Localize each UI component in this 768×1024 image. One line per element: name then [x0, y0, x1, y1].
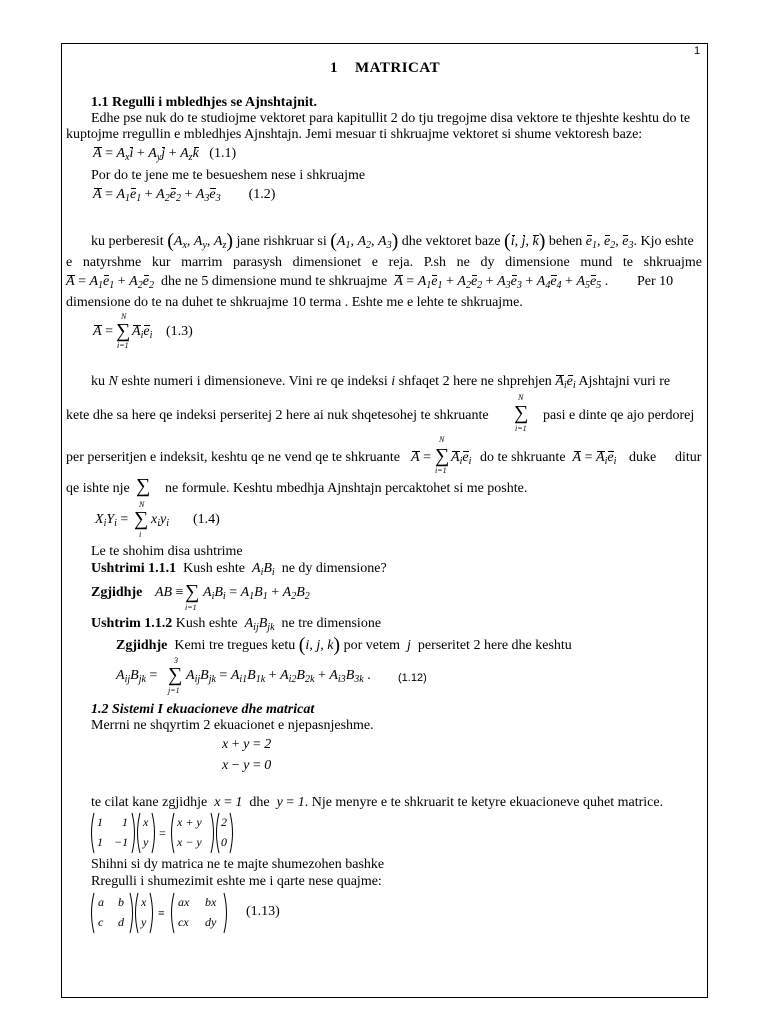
svg-text:2: 2 — [221, 815, 227, 829]
section-1-2-heading: 1.2 Sistemi I ekuacioneve dhe matricat — [91, 702, 315, 717]
page-number: 1 — [694, 45, 701, 57]
paragraph-line: per perseritjen e indeksit, keshtu qe ne vend qe te shkruante — [66, 450, 400, 465]
svg-text:ax: ax — [178, 895, 190, 909]
paragraph-line: kuptojme rregullin e mbledhjes Ajnshtajn. Jemi mesuar ti shkruajme vektoret si shume vektoresh baze: — [66, 127, 643, 142]
svg-text:b: b — [118, 895, 124, 909]
svg-text:≡: ≡ — [158, 906, 165, 920]
svg-text:1: 1 — [122, 815, 128, 829]
equation-1-2: $A = A_1e_1 + A_2e_2 + A_3e_3$ (1.2) — [93, 187, 276, 204]
paragraph-line: duke — [629, 450, 657, 465]
svg-text:bx: bx — [205, 895, 217, 909]
paragraph-line: ku N eshte numeri i dimensioneve. Vini re qe indeksi i shfaqet 2 here ne shprehjen $A_ie_i$ Ajshtajni vuri re — [91, 374, 671, 391]
equation-1-12: $A_{ij}B_{jk}$ = 3 ∑ j=1 $A_{ij}B_{jk} = A_{i1}B_{1k} + A_{i2}B_{2k} + A_{i3}B_{3k}$ . (1.12) — [116, 656, 427, 695]
paragraph-line: $A = A_1e_1 + A_2e_2$ dhe ne 5 dimensione mund te shkruajme $A = A_1e_1 + A_2e_2 + A_3e_3 + A_4e_4 + A_5e_5$ . — [66, 274, 609, 291]
solution-2: Zgjidhje Kemi tre tregues ketu (i, j, k) por vetem j perseritet 2 here dhe keshtu — [116, 634, 572, 656]
equation-1-1: $A = A_xi + A_yj + A_zk$ (1.1) — [93, 146, 237, 163]
svg-text:=: = — [159, 826, 166, 840]
svg-text:x + y: x + y — [177, 815, 202, 829]
paragraph-line: Le te shohim disa ushtrime — [91, 544, 243, 559]
svg-text:a: a — [98, 895, 104, 909]
paragraph-line: Rregulli i shumezimit eshte me i qarte nese quajme: — [91, 874, 382, 889]
equation-1-3: A = N ∑ i=1 $A_ie_i$ (1.3) — [93, 312, 193, 350]
svg-text:y: y — [143, 835, 149, 849]
paragraph-line: e natyrshme kur marrim parasysh dimensionet e reja. P.sh ne dy dimensione mund te shkruajme — [66, 255, 702, 270]
solution-1: Zgjidhje AB ≡ ∑ i=1 $A_iB_i = A_1B_1 + A_2B_2$ — [91, 581, 310, 612]
paragraph-line: qe ishte nje — [66, 481, 130, 496]
equation-system-line-2: x − y = 0 — [222, 758, 272, 773]
paragraph-line: ku perberesit ($A_x$, $A_y$, $A_z$) jane rishkruar si ($A_1$, $A_2$, $A_3$) dhe vektoret baze (i, j, k) behen $e_1$, $e_2$, $e_3$. Kjo eshte — [91, 230, 694, 252]
sum-symbol: N ∑ i=1 — [514, 393, 529, 433]
svg-text:1: 1 — [97, 835, 103, 849]
svg-text:dy: dy — [205, 915, 217, 929]
paragraph-line: Merrni ne shqyrtim 2 ekuacionet e njepasnjeshme. — [91, 718, 374, 733]
svg-text:cx: cx — [178, 915, 189, 929]
svg-text:x: x — [143, 815, 149, 829]
section-1-1-heading: 1.1 Regulli i mbledhjes se Ajnshtajnit. — [91, 95, 317, 110]
paragraph-line: kete dhe sa here qe indeksi perseritej 2 here ai nuk shqetesohej te shkruante — [66, 408, 489, 423]
paragraph-line: Por do te jene me te besueshem nese i shkruajme — [91, 168, 366, 183]
svg-text:0: 0 — [221, 835, 227, 849]
equation-system-line-1: x + y = 2 — [222, 737, 272, 752]
inline-equation: A = N ∑ i=1 $A_ie_i$ — [411, 435, 472, 475]
matrix-product-equation — [88, 890, 238, 936]
paragraph-line: Edhe pse nuk do te studiojme vektoret para kapitullit 2 do tju tregojme disa vektore te thjeshte keshtu do te — [91, 111, 691, 126]
svg-text:−1: −1 — [114, 835, 129, 849]
equation-1-4: $X_iY_i$ = N ∑ i $x_iy_i$ (1.4) — [95, 500, 220, 539]
svg-text:x − y: x − y — [177, 835, 202, 849]
svg-text:d: d — [118, 915, 124, 929]
svg-text:y: y — [141, 915, 147, 929]
equation-label: (1.13) — [246, 904, 280, 919]
paragraph-line: Shihni si dy matrica ne te majte shumezohen bashke — [91, 857, 385, 872]
paragraph-line: Per 10 — [637, 274, 674, 289]
matrix-equation — [88, 810, 248, 856]
sum-symbol: ∑ — [136, 475, 151, 497]
paragraph-line: te cilat kane zgjidhje x = 1 dhe y = 1. Nje menyre e te shkruarit te ketyre ekuacioneve quhet matrice. — [91, 795, 664, 810]
paragraph-line: pasi e dinte qe ajo perdorej — [543, 408, 695, 423]
svg-text:x: x — [141, 895, 147, 909]
exercise-1-1-2: Ushtrim 1.1.2 Kush eshte $A_{ij}B_{jk}$ ne tre dimensione — [91, 616, 382, 633]
exercise-1-1-1: Ushtrimi 1.1.1 Kush eshte $A_iB_i$ ne dy dimensione? — [91, 561, 387, 578]
svg-text:1: 1 — [97, 815, 103, 829]
svg-text:c: c — [98, 915, 104, 929]
paragraph-line: dimensione do te na duhet te shkruajme 10 terma . Eshte me e lehte te shkruajme. — [66, 295, 523, 310]
paragraph-line: do te shkruante $A = A_ie_i$ — [480, 450, 617, 467]
paragraph-line: ne formule. Keshtu mbedhja Ajnshtajn percaktohet si me poshte. — [165, 481, 528, 496]
paragraph-line: ditur — [675, 450, 702, 465]
chapter-title: 1 MATRICAT — [330, 60, 441, 76]
